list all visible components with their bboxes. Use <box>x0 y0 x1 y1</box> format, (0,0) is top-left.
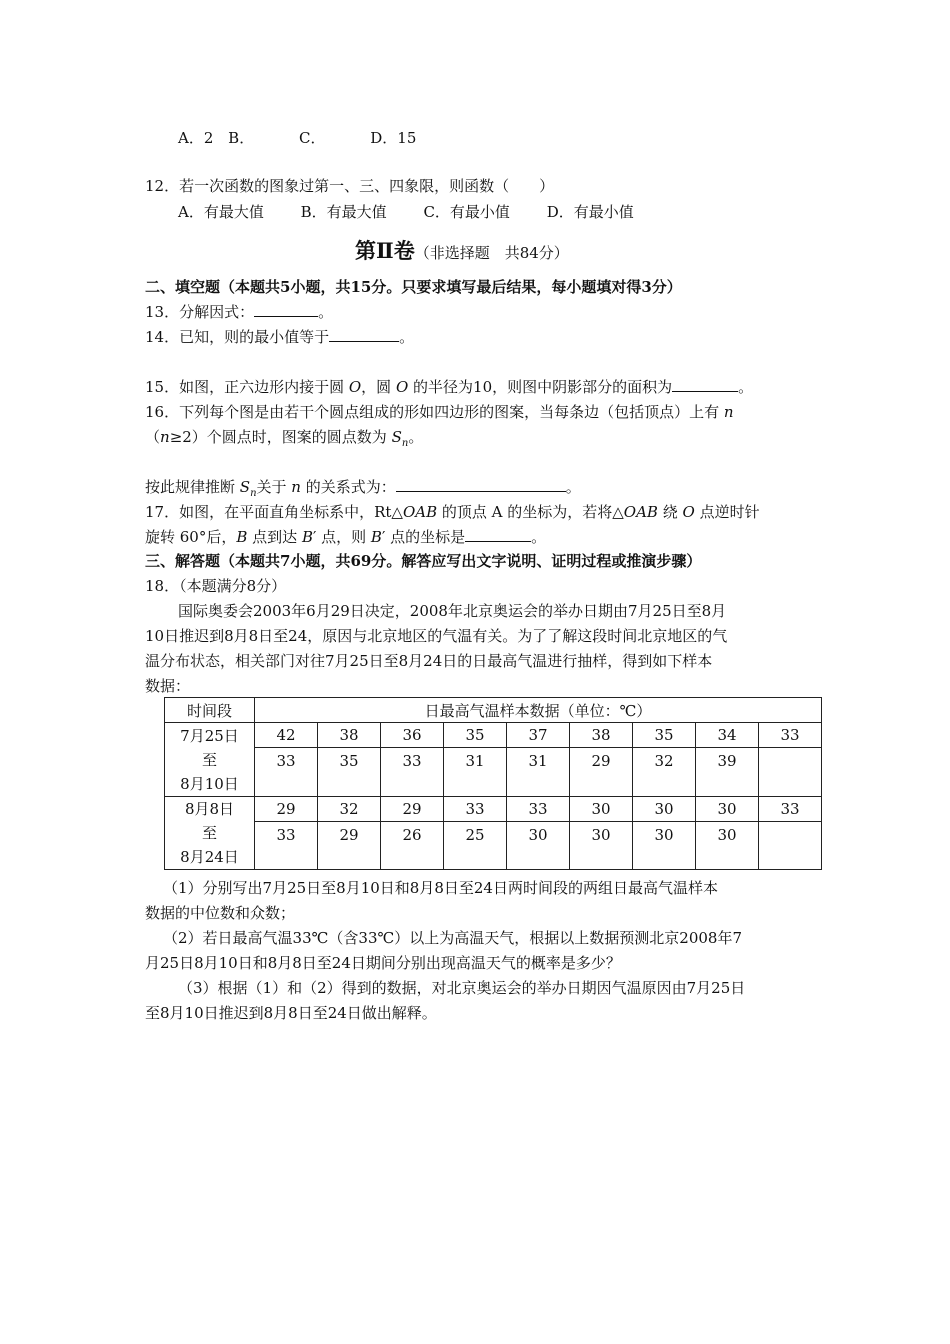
table-cell: 35 <box>318 748 381 797</box>
q18-sub1-line1: （1）分别写出7月25日至8月10日和8月8日至24日两时间段的两组日最高气温样本 <box>163 879 718 897</box>
q18-para-line2: 10日推迟到8月8日至24，原因与北京地区的气温有关。为了了解这段时间北京地区的气 <box>145 627 728 645</box>
q18-sub3-line1: （3）根据（1）和（2）得到的数据，对北京奥运会的举办日期因气温原因由7月25日 <box>178 979 746 997</box>
table-cell: 30 <box>570 796 633 821</box>
q11-option-d: D．15 <box>370 129 417 147</box>
q17-var-o: O <box>682 503 695 521</box>
period2-line2: 至 <box>201 824 217 842</box>
q16-line1-text: 16．下列每个图是由若干个圆点组成的形如四边形的图案，当每条边（包括顶点）上有 <box>145 403 724 421</box>
table-cell: 25 <box>444 821 507 870</box>
q14-text: 14．已知，则的最小值等于 <box>145 328 330 346</box>
q17-var-b: B <box>236 528 248 546</box>
table-row <box>165 821 822 870</box>
period1-line2: 至 <box>201 750 217 769</box>
table-cell: 31 <box>444 748 507 797</box>
q16-line3-text-a: 按此规律推断 <box>145 478 240 496</box>
q16-line3-text-c: 的关系式为： <box>300 478 396 496</box>
q18-head: 18．（本题满分8分） <box>145 577 287 595</box>
table-cell: 34 <box>696 723 759 748</box>
q17-var-oab-2: OAB <box>623 503 658 521</box>
q11-options <box>178 128 416 148</box>
q11-option-b: B． <box>228 129 255 147</box>
q13-text: 13．分解因式： <box>145 303 255 321</box>
period1-line3: 8月10日 <box>180 774 239 793</box>
q15-blank <box>672 377 738 392</box>
q17-line2-d: ′ 点的坐标是 <box>381 528 466 546</box>
q17-line1 <box>145 502 760 522</box>
table-row <box>165 748 822 797</box>
q17-line2 <box>145 527 546 547</box>
q16-line2-text: ≥2）个圆点时，图案的圆点数为 <box>169 428 392 446</box>
q15-text-b: ，圆 <box>361 378 396 396</box>
table-cell: 33 <box>759 723 822 748</box>
period2-rest <box>165 821 255 870</box>
q15-text-a: 15．如图，正六边形内接于圆 <box>145 378 349 396</box>
section3-heading: 三、解答题（本题共7小题，共69分。解答应写出文字说明、证明过程或推演步骤） <box>145 552 702 570</box>
table-cell: 33 <box>507 796 570 821</box>
q16-line1 <box>145 402 734 422</box>
table-cell: 32 <box>633 748 696 797</box>
q17-var-oab: OAB <box>402 503 438 521</box>
q17-line1-d: 点逆时针 <box>694 503 760 521</box>
q16-line2-open: （ <box>145 428 161 446</box>
table-cell: 29 <box>570 748 633 797</box>
q16-var-s-2: S <box>239 478 251 496</box>
q12-option-d: D．有最小值 <box>546 203 634 221</box>
q17-line2-end: 。 <box>531 528 547 546</box>
table-cell: 29 <box>318 821 381 870</box>
part2-subtitle: （非选择题 共84分） <box>414 244 569 262</box>
q14-end: 。 <box>399 328 415 346</box>
table-cell: 36 <box>381 723 444 748</box>
q16-var-n-2: n <box>160 428 170 446</box>
q12-options <box>178 202 634 222</box>
q18-para-line4: 数据： <box>145 677 191 695</box>
q17-line1-c: 绕 <box>657 503 683 521</box>
period1-rest <box>165 748 255 797</box>
part2-title-main: 第Ⅱ卷 <box>355 238 415 263</box>
q16-line2 <box>145 427 423 454</box>
table-cell <box>759 748 822 797</box>
table-cell: 33 <box>444 796 507 821</box>
q18-para-line1: 国际奥委会2003年6月29日决定，2008年北京奥运会的举办日期由7月25日至8月 <box>178 602 727 620</box>
table-cell: 35 <box>633 723 696 748</box>
q16-line3 <box>145 477 581 504</box>
q17-line2-b: 点到达 <box>247 528 302 546</box>
q18-sub2-line2: 月25日8月10日和8月8日至24日期间分别出现高温天气的概率是多少？ <box>145 954 621 972</box>
q13-end: 。 <box>318 303 334 321</box>
table-cell: 39 <box>696 748 759 797</box>
q18-sub3-line2: 至8月10日推迟到8月8日至24日做出解释。 <box>145 1004 437 1022</box>
q16-var-n: n <box>723 403 734 421</box>
table-cell: 31 <box>507 748 570 797</box>
q17-line2-c: ′ 点，则 <box>312 528 371 546</box>
section2-heading: 二、填空题（本题共5小题，共15分。只要求填写最后结果，每小题填对得3分） <box>145 278 682 296</box>
q13-blank <box>254 302 318 317</box>
q15 <box>145 377 753 397</box>
q11-option-c: C． <box>298 129 326 147</box>
table-cell: 38 <box>318 723 381 748</box>
period2-line3: 8月24日 <box>180 848 239 866</box>
q14 <box>145 327 414 347</box>
q17-var-b-2: B <box>301 528 313 546</box>
table-cell: 30 <box>507 821 570 870</box>
q17-line1-a: 17．如图，在平面直角坐标系中，Rt△ <box>145 503 403 521</box>
q12-option-b: B．有最大值 <box>300 203 387 221</box>
q17-blank <box>465 527 531 542</box>
table-cell: 33 <box>255 821 318 870</box>
table-cell <box>759 821 822 870</box>
table-cell: 30 <box>696 796 759 821</box>
table-cell: 30 <box>570 821 633 870</box>
q15-var-o-2: O <box>395 378 409 396</box>
q11-option-a: A．2 <box>178 129 214 147</box>
period1-line1: 7月25日 <box>165 723 255 748</box>
temperature-table <box>164 697 822 870</box>
q12-stem: 12．若一次函数的图象过第一、三、四象限，则函数（ ） <box>145 177 555 195</box>
table-cell: 38 <box>570 723 633 748</box>
q18-para-line3: 温分布状态，相关部门对往7月25日至8月24日的日最高气温进行抽样，得到如下样本 <box>145 652 713 670</box>
q16-sub-n: n <box>401 438 409 449</box>
table-cell: 30 <box>633 796 696 821</box>
q17-line1-b: 的顶点 A 的坐标为，若将△ <box>437 503 624 521</box>
table-cell: 37 <box>507 723 570 748</box>
q13 <box>145 302 333 322</box>
table-cell: 33 <box>759 796 822 821</box>
q17-var-b-3: B <box>370 528 382 546</box>
period2-line1: 8月8日 <box>165 796 255 821</box>
q12-option-a: A．有最大值 <box>178 203 264 221</box>
table-cell: 29 <box>381 796 444 821</box>
q15-text-c: 的半径为10，则图中阴影部分的面积为 <box>408 378 673 396</box>
q15-var-o: O <box>348 378 362 396</box>
header-period: 时间段 <box>165 698 255 723</box>
table-cell: 29 <box>255 796 318 821</box>
table-cell: 26 <box>381 821 444 870</box>
q16-var-n-3: n <box>291 478 301 496</box>
q14-blank <box>329 327 399 342</box>
table-header-row <box>165 698 822 723</box>
part2-title <box>355 238 569 266</box>
q12-option-c: C．有最小值 <box>423 203 510 221</box>
table-row <box>165 723 822 748</box>
q16-var-s: S <box>391 428 402 446</box>
table-row <box>165 796 822 821</box>
table-cell: 42 <box>255 723 318 748</box>
header-data: 日最高气温样本数据（单位：℃） <box>255 698 822 723</box>
table-cell: 30 <box>696 821 759 870</box>
q18-sub1-line2: 数据的中位数和众数； <box>145 904 296 922</box>
table-cell: 32 <box>318 796 381 821</box>
q16-blank <box>396 477 566 492</box>
table-cell: 33 <box>381 748 444 797</box>
table-cell: 33 <box>255 748 318 797</box>
q16-line2-end: 。 <box>408 428 424 446</box>
q16-line3-text-b: 关于 <box>256 478 292 496</box>
q16-line3-end: 。 <box>565 478 581 496</box>
table-cell: 30 <box>633 821 696 870</box>
q16-sub-n-2: n <box>250 488 257 499</box>
q18-sub2-line1: （2）若日最高气温33℃（含33℃）以上为高温天气，根据以上数据预测北京2008年7 <box>163 929 742 947</box>
q17-line2-a: 旋转 60°后， <box>145 528 237 546</box>
q15-end: 。 <box>738 378 754 396</box>
table-cell: 35 <box>444 723 507 748</box>
